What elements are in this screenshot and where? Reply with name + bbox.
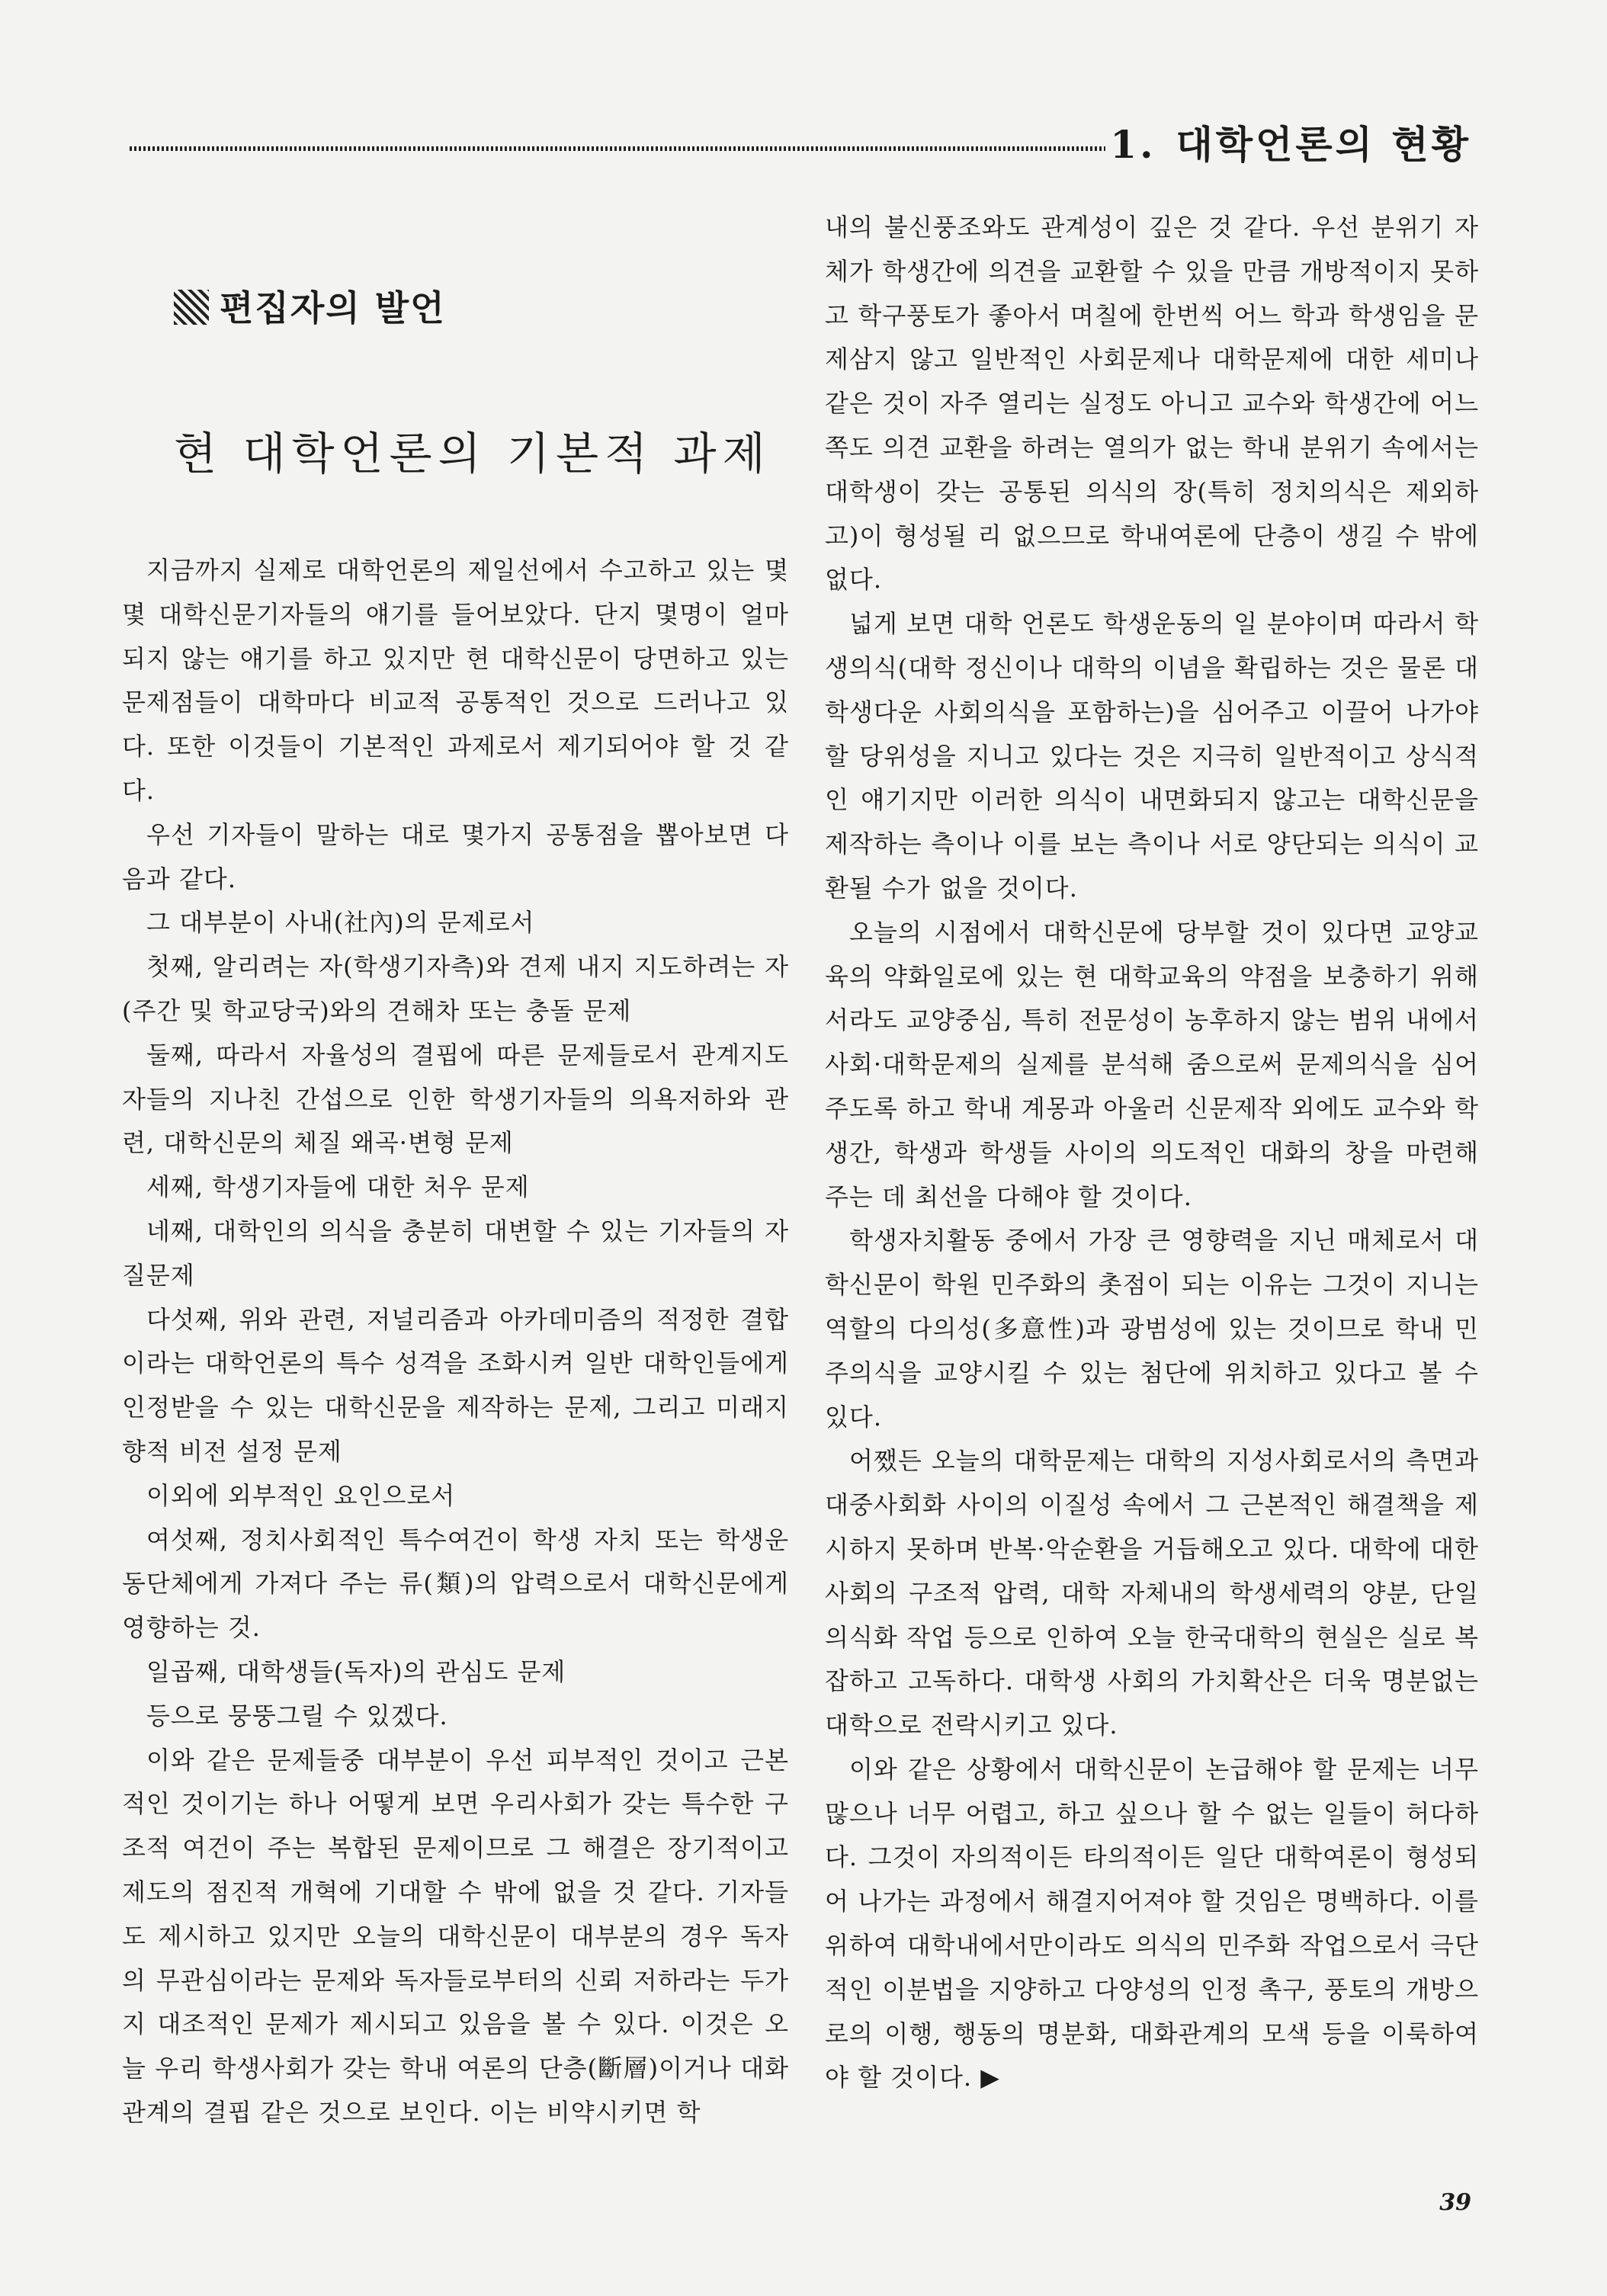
paragraph: 어쨌든 오늘의 대학문제는 대학의 지성사회로서의 측면과 대중사회화 사이의 이질성 속에서 그 근본적인 해결책을 제시하지 못하며 반복·악순환을 거듭해오고 있다. 대학에 대한 사회의 구조적 압력, 대학 자체내의 학생세력의 양분, 단일의식화 작업 등으로 인하여 오늘 한국대학의 현실은 실로 복잡하고 고독하다. 대학생 사회의 가치확산은 더욱 명분없는 대학으로 전락시키고 있다. xyxy=(825,1446,1479,1740)
header-rule xyxy=(130,146,1105,151)
paragraph: 세째, 학생기자들에 대한 처우 문제 xyxy=(146,1172,530,1202)
paragraph: 이와 같은 문제들중 대부분이 우선 피부적인 것이고 근본적인 것이기는 하나 어떻게 보면 우리사회가 갖는 특수한 구조적 여건이 주는 복합된 문제이므로 그 해결은 장기적이고 제도의 점진적 개혁에 기대할 수 밖에 없을 것 같다. 기자들도 제시하고 있지만 오늘의 대학신문이 대부분의 경우 독자의 무관심이라는 문제와 독자들로부터의 신뢰 저하라는 두가지 대조적인 문제가 제시되고 있음을 볼 수 있다. 이것은 오늘 우리 학생사회가 갖는 학내 여론의 단층(斷層)이거나 대화관계의 결핍 같은 것으로 보인다. 이는 비약시키면 학 xyxy=(122,1745,789,2127)
paragraph: 네째, 대학인의 의식을 충분히 대변할 수 있는 기자들의 자질문제 xyxy=(122,1216,789,1290)
paragraph: 일곱째, 대학생들(독자)의 관심도 문제 xyxy=(146,1656,566,1686)
paragraph: 첫째, 알리려는 자(학생기자측)와 견제 내지 지도하려는 자(주간 및 학교당국)와의 견해차 또는 충돌 문제 xyxy=(122,952,789,1025)
hatch-icon xyxy=(174,290,209,325)
paragraph: 이와 같은 상황에서 대학신문이 논급해야 할 문제는 너무 많으나 너무 어렵고, 하고 싶으나 할 수 없는 일들이 허다하다. 그것이 자의적이든 타의적이든 일단 대학여론이 형성되어 나가는 과정에서 해결지어져야 할 것임은 명백하다. 이를 위하여 대학내에서만이라도 의식의 민주화 작업으로서 극단적인 이분법을 지양하고 다양성의 인정 촉구, 풍토의 개방으로의 이행, 행동의 명분화, 대화관계의 모색 등을 이룩하여야 할 것이다. ▶ xyxy=(825,1754,1479,2092)
left-column xyxy=(122,549,789,2135)
paragraph: 우선 기자들이 말하는 대로 몇가지 공통점을 뽑아보면 다음과 같다. xyxy=(122,819,789,893)
paragraph: 둘째, 따라서 자율성의 결핍에 따른 문제들로서 관계지도자들의 지나친 간섭으로 인한 학생기자들의 의욕저하와 관련, 대학신문의 체질 왜곡·변형 문제 xyxy=(122,1040,789,1158)
paragraph: 등으로 뭉뚱그릴 수 있겠다. xyxy=(146,1701,448,1730)
article-title: 현 대학언론의 기본적 과제 xyxy=(174,428,771,479)
paragraph: 오늘의 시점에서 대학신문에 당부할 것이 있다면 교양교육의 약화일로에 있는 현 대학교육의 약점을 보충하기 위해서라도 교양중심, 특히 전문성이 농후하지 않는 범위 내에서 사회·대학문제의 실제를 분석해 줌으로써 문제의식을 심어주도록 하고 학내 계몽과 아울러 신문제작 외에도 교수와 학생간, 학생과 학생들 사이의 의도적인 대화의 창을 마련해 주는 데 최선을 다해야 할 것이다. xyxy=(825,917,1479,1211)
section-label-text: 편집자의 발언 xyxy=(220,287,446,329)
paragraph: 그 대부분이 사내(社內)의 문제로서 xyxy=(146,908,535,938)
paragraph: 넓게 보면 대학 언론도 학생운동의 일 분야이며 따라서 학생의식(대학 정신이나 대학의 이념을 확립하는 것은 물론 대학생다운 사회의식을 포함하는)을 심어주고 이끌어 나가야 할 당위성을 지니고 있다는 것은 지극히 일반적이고 상식적인 얘기지만 이러한 의식이 내면화되지 않고는 대학신문을 제작하는 측이나 이를 보는 측이나 서로 양단되는 의식이 교환될 수가 없을 것이다. xyxy=(825,609,1479,903)
paragraph: 여섯째, 정치사회적인 특수여건이 학생 자치 또는 학생운동단체에게 가져다 주는 류(類)의 압력으로서 대학신문에게 영향하는 것. xyxy=(122,1525,789,1643)
page-header xyxy=(130,114,1471,175)
paragraph: 학생자치활동 중에서 가장 큰 영향력을 지닌 매체로서 대학신문이 학원 민주화의 촛점이 되는 이유는 그것이 지니는 역할의 다의성(多意性)과 광범성에 있는 것이므로 학내 민주의식을 교양시킬 수 있는 첨단에 위치하고 있다고 볼 수 있다. xyxy=(825,1226,1479,1432)
chapter-number: 1. xyxy=(1110,122,1156,167)
paragraph: 이외에 외부적인 요인으로서 xyxy=(146,1480,456,1510)
paragraph: 내의 불신풍조와도 관계성이 깊은 것 같다. 우선 분위기 자체가 학생간에 의견을 교환할 수 있을 만큼 개방적이지 못하고 학구풍토가 좋아서 며칠에 한번씩 어느 학과 학생임을 문제삼지 않고 일반적인 사회문제나 대학문제에 대한 세미나 같은 것이 자주 열리는 실정도 아니고 교수와 학생간에 어느 쪽도 의견 교환을 하려는 열의가 없는 학내 분위기 속에서는 대학생이 갖는 공통된 의식의 장(특히 정치의식은 제외하고)이 형성될 리 없으므로 학내여론에 단층이 생길 수 밖에 없다. xyxy=(825,213,1479,595)
chapter-title-text: 대학언론의 현황 xyxy=(1176,122,1471,167)
paragraph: 다섯째, 위와 관련, 저널리즘과 아카데미즘의 적정한 결합이라는 대학언론의 특수 성격을 조화시켜 일반 대학인들에게 인정받을 수 있는 대학신문을 제작하는 문제, 그리고 미래지향적 비전 설정 문제 xyxy=(122,1304,789,1466)
paragraph: 지금까지 실제로 대학언론의 제일선에서 수고하고 있는 몇몇 대학신문기자들의 얘기를 들어보았다. 단지 몇명이 얼마되지 않는 얘기를 하고 있지만 현 대학신문이 당면하고 있는 문제점들이 대학마다 비교적 공통적인 것으로 드러나고 있다. 또한 이것들이 기본적인 과제로서 제기되어야 할 것 같다. xyxy=(122,556,789,805)
page-number: 39 xyxy=(1439,2189,1471,2216)
right-column xyxy=(825,206,1479,2100)
section-label xyxy=(174,281,446,331)
chapter-title xyxy=(1110,114,1471,169)
